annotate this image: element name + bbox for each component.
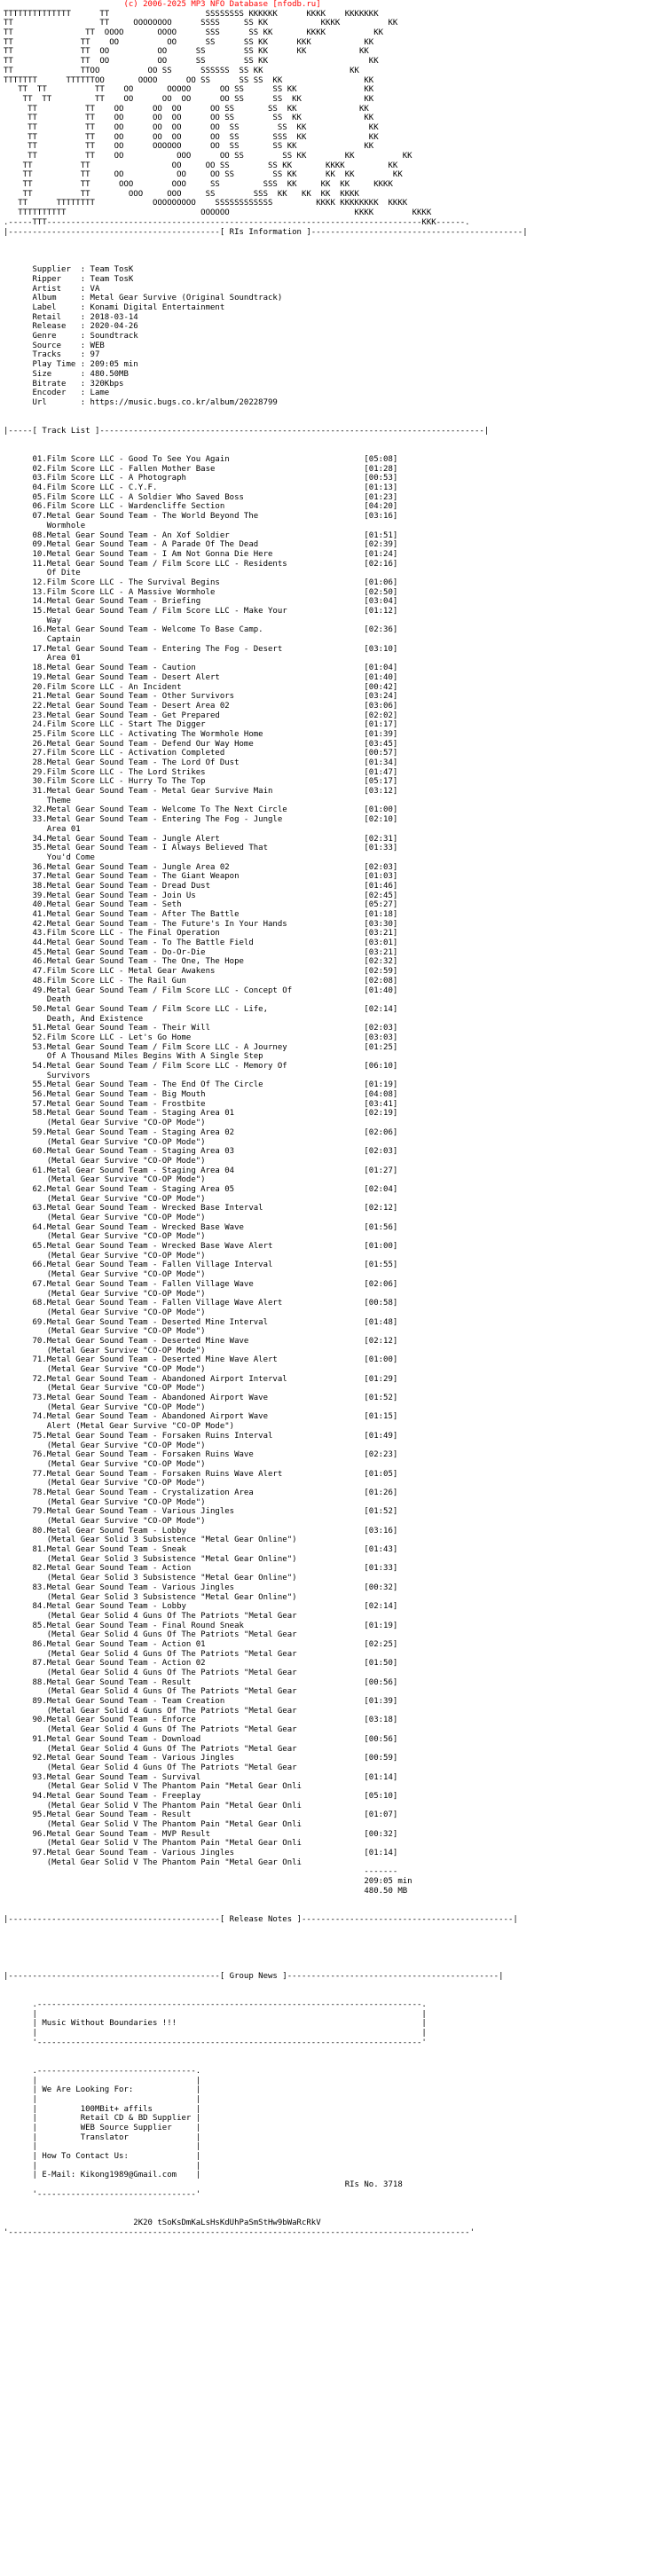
contact-box-line: | Retail CD & BD Supplier | [4,2114,201,2124]
track-list-line: 64.Metal Gear Sound Team - Wrecked Base Wave [01:56] [4,1222,398,1232]
track-list-line: 29.Film Score LLC - The Lord Strikes [01:47] [4,767,398,777]
track-list-line: 91.Metal Gear Sound Team - Download [00:56] [4,1734,398,1744]
track-list-line: 30.Film Score LLC - Hurry To The Top [05:17] [4,777,398,787]
track-list-line: 79.Metal Gear Sound Team - Various Jingles [01:52] [4,1507,398,1517]
track-list-line: 04.Film Score LLC - C.Y.F. [01:13] [4,483,398,493]
track-list-line: 34.Metal Gear Sound Team - Jungle Alert [02:31] [4,834,398,844]
release-info-line: Url : https://music.bugs.co.kr/album/20228799 [4,397,278,407]
release-info-line: Album : Metal Gear Survive (Original Soundtrack) [4,294,283,303]
group-news-box-line: | | [4,2009,427,2019]
contact-box-line: | | [4,2161,201,2171]
track-list-line: (Metal Gear Solid 4 Guns Of The Patriots "Metal Gear [4,1611,297,1621]
track-list-line: (Metal Gear Solid 4 Guns Of The Patriots "Metal Gear [4,1763,297,1772]
track-list-line: 06.Film Score LLC - Wardencliffe Section [04:20] [4,502,398,512]
track-list-line: Wormhole [4,521,86,530]
blank-line [4,1982,660,1991]
blank-line [4,436,660,446]
blank-line [4,1925,660,1935]
track-list-line: (Metal Gear Survive "CO-OP Mode") [4,1175,206,1185]
track-list-line: 76.Metal Gear Sound Team - Forsaken Ruins Wave [02:23] [4,1450,398,1460]
track-list-line: 39.Metal Gear Sound Team - Join Us [02:45] [4,891,398,900]
track-list-line: 03.Film Score LLC - A Photograph [00:53] [4,474,398,483]
track-list-line: You'd Come [4,852,95,862]
track-list-total: ------- [4,1867,398,1877]
blank-line [4,2048,660,2058]
track-list-line: 18.Metal Gear Sound Team - Caution [01:04] [4,664,398,673]
blank-line [4,1934,660,1944]
ascii-logo-line: TT TT OO OO SS SS KK KK KK [4,47,369,57]
blank-line [4,1953,660,1963]
ascii-logo-line: TT TTTTTTTT OOOOOOOOO SSSSSSSSSSSS KKKK KKKKKKKK KKKK [4,199,408,208]
track-list-line: 78.Metal Gear Sound Team - Crystalization Area [01:26] [4,1488,398,1497]
ascii-logo-line: TT TT TT OO OOOOO OO SS SS KK KK [4,85,374,95]
track-list-line: 44.Metal Gear Sound Team - To The Battle Field [03:01] [4,939,398,948]
track-list-line: 24.Film Score LLC - Start The Digger [01:17] [4,720,398,730]
ascii-logo-line: TT TT OOOOOOOO SSSS SS KK KKKK KK [4,19,398,28]
release-info-line: Size : 480.50MB [4,369,129,379]
contact-box-line: | Translator | [4,2132,201,2142]
section-title-release-notes: |--------------------------------------------[ Release Notes ]--------------------------------------------| [4,1914,518,1924]
track-list-line: 81.Metal Gear Sound Team - Sneak [01:43] [4,1545,398,1555]
contact-box-line: | How To Contact Us: | [4,2152,201,2162]
ascii-logo-line: TT TT OO OO OO SS SS KK KK KK KK [4,170,403,180]
track-list-line: 90.Metal Gear Sound Team - Enforce [03:18] [4,1716,398,1725]
track-list-line: 32.Metal Gear Sound Team - Welcome To The Next Circle [01:00] [4,805,398,815]
track-list-line: 19.Metal Gear Sound Team - Desert Alert [01:40] [4,672,398,682]
track-list-line: (Metal Gear Survive "CO-OP Mode") [4,1308,206,1317]
track-list-line: (Metal Gear Solid V The Phantom Pain "Metal Gear Onli [4,1839,302,1849]
track-list-line: 14.Metal Gear Sound Team - Briefing [03:04] [4,597,398,607]
track-list-line: Captain [4,635,81,645]
ascii-logo-line: TT TT OOO OOO SS SSS KK KK KK KKKK [4,180,393,190]
ascii-logo-line: TT TT TT OO OO OO OO SS SS KK KK [4,94,374,104]
track-list-line: 75.Metal Gear Sound Team - Forsaken Ruins Interval [01:49] [4,1431,398,1441]
track-list-line: (Metal Gear Solid 4 Guns Of The Patriots "Metal Gear [4,1630,297,1640]
track-list-line: 85.Metal Gear Sound Team - Final Round Sneak [01:19] [4,1621,398,1630]
track-list-line: 60.Metal Gear Sound Team - Staging Area 03 [02:03] [4,1147,398,1157]
ascii-logo-line: TT TT OO OO OO OO SS SS KK KK [4,114,374,123]
track-list-line: (Metal Gear Solid 3 Subsistence "Metal Gear Online") [4,1554,297,1564]
track-list-line: 89.Metal Gear Sound Team - Team Creation [01:39] [4,1697,398,1707]
track-list-line: Way [4,616,62,625]
release-info-line: Ripper : Team TosK [4,274,134,284]
blank-line [4,1905,660,1915]
blank-line [4,1944,660,1953]
track-list-line: (Metal Gear Solid 4 Guns Of The Patriots "Metal Gear [4,1744,297,1754]
blank-line [4,247,660,256]
track-list-line: 20.Film Score LLC - An Incident [00:42] [4,682,398,692]
track-list-line: 47.Film Score LLC - Metal Gear Awakens [02:59] [4,967,398,977]
track-list-line: (Metal Gear Survive "CO-OP Mode") [4,1384,206,1394]
blank-line [4,2200,660,2210]
contact-box-line: .---------------------------------. [4,2066,201,2076]
blank-line [4,445,660,455]
track-list-line: 43.Film Score LLC - The Final Operation [03:21] [4,929,398,939]
release-info-line: Release : 2020-04-26 [4,322,138,332]
blank-line [4,1991,660,2000]
track-list-line: (Metal Gear Survive "CO-OP Mode") [4,1517,206,1526]
track-list-line: 72.Metal Gear Sound Team - Abandoned Airport Interval [01:29] [4,1374,398,1384]
track-list-line: 37.Metal Gear Sound Team - The Giant Weapon [01:03] [4,872,398,882]
track-list-line: 25.Film Score LLC - Activating The Wormhole Home [01:39] [4,729,398,739]
track-list-line: 84.Metal Gear Sound Team - Lobby [02:14] [4,1602,398,1612]
contact-box-line: '---------------------------------' [4,2189,201,2199]
release-info-line: Encoder : Lame [4,389,110,398]
release-info-line: Label : Konami Digital Entertainment [4,303,225,312]
track-list-line: 97.Metal Gear Sound Team - Various Jingles [01:14] [4,1849,398,1858]
ascii-logo-line: TT TT OO OO SS SS KK KKK KK [4,37,374,47]
ascii-logo-line: TT TT OO OO SS SS KK KKKK KK [4,161,398,170]
ascii-logo-line: TT TT OO OOO OO SS SS KK KK KK [4,152,412,161]
track-list-line: (Metal Gear Survive "CO-OP Mode") [4,1194,206,1204]
ascii-logo-line: TT TT OO OO OO OO SS SS KK KK [4,104,369,114]
section-title-ris-information: |--------------------------------------------[ RIs Information ]--------------------------------------------| [4,227,528,237]
track-list-line: 67.Metal Gear Sound Team - Fallen Village Wave [02:06] [4,1279,398,1289]
track-list-line: Area 01 [4,654,81,664]
blank-line [4,2057,660,2067]
ascii-logo-line: TTTTTTTTTTTTTT TT SSSSSSSS KKKKKK KKKK KKKKKKK [4,9,379,19]
track-list-line: 66.Metal Gear Sound Team - Fallen Village Interval [01:55] [4,1261,398,1270]
blank-line [4,1897,660,1906]
track-list-line: 62.Metal Gear Sound Team - Staging Area 05 [02:04] [4,1184,398,1194]
track-list-line: (Metal Gear Solid 4 Guns Of The Patriots "Metal Gear [4,1725,297,1735]
track-list-total: 480.50 MB [4,1886,408,1896]
track-list-line: (Metal Gear Survive "CO-OP Mode") [4,1270,206,1280]
contact-box-line: | 100MBit+ affils | [4,2104,201,2114]
track-list-line: 16.Metal Gear Sound Team - Welcome To Base Camp. [02:36] [4,625,398,635]
track-list-line: 82.Metal Gear Sound Team - Action [01:33] [4,1564,398,1574]
track-list-line: 71.Metal Gear Sound Team - Deserted Mine Wave Alert [01:00] [4,1355,398,1365]
track-list-line: Of A Thousand Miles Begins With A Single Step [4,1052,263,1062]
ascii-logo-line: TT TT OO OO OO OO SS SSS KK KK [4,132,379,142]
blank-line [4,417,660,427]
frame-top-border: .-----TTT------------------------------------------------------------------------------KKK------. [4,217,470,227]
track-list-line: 27.Film Score LLC - Activation Completed [00:57] [4,749,398,758]
ascii-logo-line: TT TTOO OO SS SSSSSS SS KK KK [4,66,359,75]
track-list-line: Area 01 [4,824,81,834]
track-list-line: Death [4,995,71,1005]
track-list-line: Of Dite [4,569,81,578]
group-news-box-line: | Music Without Boundaries !!! | [4,2019,427,2029]
track-list-line: 31.Metal Gear Sound Team - Metal Gear Survive Main [03:12] [4,787,398,797]
ascii-logo-line: TT TT OOOO OOOO SSS SS KK KKKK KK [4,28,384,38]
track-list-line: 87.Metal Gear Sound Team - Action 02 [01:50] [4,1659,398,1669]
track-list-line: (Metal Gear Survive "CO-OP Mode") [4,1119,206,1128]
track-list-line: 07.Metal Gear Sound Team - The World Beyond The [03:16] [4,512,398,522]
track-list-line: 59.Metal Gear Sound Team - Staging Area 02 [02:06] [4,1127,398,1137]
track-list-line: 58.Metal Gear Sound Team - Staging Area 01 [02:19] [4,1109,398,1119]
track-list-line: 08.Metal Gear Sound Team - An Xof Soldier [01:51] [4,530,398,540]
track-list-line: (Metal Gear Survive "CO-OP Mode") [4,1156,206,1166]
track-list-line: (Metal Gear Survive "CO-OP Mode") [4,1346,206,1355]
section-title-track-list: |-----[ Track List ]--------------------------------------------------------------------------------| [4,426,490,436]
track-list-line: (Metal Gear Survive "CO-OP Mode") [4,1365,206,1374]
track-list-line: 94.Metal Gear Sound Team - Freeplay [05:10] [4,1791,398,1801]
release-info-line: Genre : Soundtrack [4,332,138,342]
track-list-line: 35.Metal Gear Sound Team - I Always Believed That [01:33] [4,844,398,853]
track-list-line: 15.Metal Gear Sound Team / Film Score LLC - Make Your [01:12] [4,607,398,616]
track-list-line: 96.Metal Gear Sound Team - MVP Result [00:32] [4,1829,398,1839]
contact-box-line: | E-Mail: Kikong1989@Gmail.com | [4,2171,201,2180]
release-info-line: Artist : VA [4,284,100,294]
track-list-line: 17.Metal Gear Sound Team - Entering The Fog - Desert [03:10] [4,644,398,654]
track-list-line: (Metal Gear Solid V The Phantom Pain "Metal Gear Onli [4,1801,302,1810]
track-list-line: (Metal Gear Solid 3 Subsistence "Metal Gear Online") [4,1535,297,1545]
track-list-line: 51.Metal Gear Sound Team - Their Will [02:03] [4,1024,398,1033]
track-list-line: 52.Film Score LLC - Let's Go Home [03:03] [4,1033,398,1042]
blank-line [4,1962,660,1972]
track-list-line: 42.Metal Gear Sound Team - The Future's In Your Hands [03:30] [4,919,398,929]
group-news-box-line: '--------------------------------------------------------------------------------' [4,2038,427,2047]
ris-number: RIs No. 3718 [4,2180,403,2190]
track-list-line: Theme [4,796,71,805]
contact-box-line: | WEB Source Supplier | [4,2124,201,2132]
ascii-logo-line: TT TT OO OOOOOO OO SS SS KK KK [4,142,374,152]
track-list-line: 83.Metal Gear Sound Team - Various Jingles [00:32] [4,1583,398,1592]
track-list-line: 74.Metal Gear Sound Team - Abandoned Airport Wave [01:15] [4,1412,398,1422]
section-title-group-news: |--------------------------------------------[ Group News ]--------------------------------------------| [4,1972,504,1981]
track-list-line: (Metal Gear Survive "CO-OP Mode") [4,1441,206,1450]
group-news-box-line: .--------------------------------------------------------------------------------. [4,2000,427,2010]
track-list-line: (Metal Gear Solid V The Phantom Pain "Metal Gear Onli [4,1820,302,1829]
contact-box-line: | | [4,2142,201,2152]
track-list-line: 95.Metal Gear Sound Team - Result [01:07] [4,1810,398,1820]
track-list-line: 12.Film Score LLC - The Survival Begins [01:06] [4,577,398,587]
contact-box-line: | We Are Looking For: | [4,2085,201,2095]
track-list-line: 92.Metal Gear Sound Team - Various Jingles [00:59] [4,1754,398,1763]
track-list-line: 23.Metal Gear Sound Team - Get Prepared [02:02] [4,711,398,720]
track-list-line: 11.Metal Gear Sound Team / Film Score LLC - Residents [02:16] [4,559,398,569]
track-list-line: Alert (Metal Gear Survive "CO-OP Mode") [4,1422,235,1432]
track-list-line: 22.Metal Gear Sound Team - Desert Area 02 [03:06] [4,701,398,711]
ascii-logo-line: TT TT OO OO SS SS KK KK [4,57,379,67]
track-list-line: (Metal Gear Survive "CO-OP Mode") [4,1459,206,1469]
blank-line [4,2209,660,2219]
frame-bottom-border: '------------------------------------------------------------------------------------------------' [4,2227,475,2237]
track-list-line: 38.Metal Gear Sound Team - Dread Dust [01:46] [4,881,398,891]
track-list-line: 40.Metal Gear Sound Team - Seth [05:27] [4,900,398,910]
track-list-line: 88.Metal Gear Sound Team - Result [00:56] [4,1677,398,1687]
ascii-logo-line: TT TT OOO OOO SS SSS KK KK KK KKKK [4,189,359,199]
track-list-line: 09.Metal Gear Sound Team - A Parade Of The Dead [02:39] [4,540,398,550]
track-list-line: 56.Metal Gear Sound Team - Big Mouth [04:08] [4,1090,398,1100]
track-list-line: 28.Metal Gear Sound Team - The Lord Of Dust [01:34] [4,758,398,767]
track-list-line: 26.Metal Gear Sound Team - Defend Our Way Home [03:45] [4,739,398,749]
track-list-line: 54.Metal Gear Sound Team / Film Score LLC - Memory Of [06:10] [4,1062,398,1071]
track-list-line: 69.Metal Gear Sound Team - Deserted Mine Interval [01:48] [4,1317,398,1327]
release-info-line: Retail : 2018-03-14 [4,312,138,322]
ascii-logo-line: TT TT OO OO OO OO SS SS KK KK [4,122,379,132]
contact-box-line: | | [4,2076,201,2085]
track-list-line: 02.Film Score LLC - Fallen Mother Base [01:28] [4,464,398,474]
track-list-line: (Metal Gear Survive "CO-OP Mode") [4,1137,206,1147]
track-list-line: (Metal Gear Survive "CO-OP Mode") [4,1289,206,1299]
track-list-line: 45.Metal Gear Sound Team - Do-Or-Die [03:21] [4,947,398,957]
track-list-line: 57.Metal Gear Sound Team - Frostbite [03:41] [4,1099,398,1109]
track-list-line: (Metal Gear Solid 4 Guns Of The Patriots "Metal Gear [4,1649,297,1659]
track-list-line: (Metal Gear Survive "CO-OP Mode") [4,1213,206,1222]
track-list-line: 77.Metal Gear Sound Team - Forsaken Ruins Wave Alert [01:05] [4,1469,398,1479]
track-list-line: 01.Film Score LLC - Good To See You Again [05:08] [4,455,398,464]
release-info-line: Bitrate : 320Kbps [4,379,124,389]
track-list-line: 70.Metal Gear Sound Team - Deserted Mine Wave [02:12] [4,1336,398,1346]
track-list-line: 61.Metal Gear Sound Team - Staging Area 04 [01:27] [4,1166,398,1175]
footer-signature: 2K20 tSoKsDmKaLsHsKdUhPaSmStHw9bWaRcRkV [4,2218,321,2227]
track-list-line: 80.Metal Gear Sound Team - Lobby [03:16] [4,1526,398,1535]
track-list-line: (Metal Gear Solid V The Phantom Pain "Metal Gear Onli [4,1857,302,1867]
track-list-line: (Metal Gear Solid 4 Guns Of The Patriots "Metal Gear [4,1669,297,1677]
track-list-line: 93.Metal Gear Sound Team - Survival [01:14] [4,1772,398,1782]
track-list-line: (Metal Gear Survive "CO-OP Mode") [4,1479,206,1488]
track-list-line: 68.Metal Gear Sound Team - Fallen Village Wave Alert [00:58] [4,1299,398,1308]
track-list-line: 13.Film Score LLC - A Massive Wormhole [02:50] [4,587,398,597]
track-list-line: 55.Metal Gear Sound Team - The End Of The Circle [01:19] [4,1080,398,1090]
track-list-line: (Metal Gear Solid 3 Subsistence "Metal Gear Online") [4,1574,297,1583]
track-list-line: 46.Metal Gear Sound Team - The One, The Hope [02:32] [4,957,398,967]
track-list-line: 65.Metal Gear Sound Team - Wrecked Base Wave Alert [01:00] [4,1242,398,1252]
ascii-logo-line: TTTTTTTTTT OOOOOO KKKK KKKK [4,208,432,218]
nfo-database-header: (c) 2006-2025 MP3 NFO Database [nfodb.ru] [4,0,321,9]
track-list-line: 49.Metal Gear Sound Team / Film Score LLC - Concept Of [01:40] [4,986,398,995]
track-list-line: (Metal Gear Survive "CO-OP Mode") [4,1402,206,1412]
blank-line [4,256,660,266]
ascii-logo-line: TTTTTTT TTTTTTOO OOOO OO SS SS SS KK KK [4,75,374,85]
track-list-line: 10.Metal Gear Sound Team - I Am Not Gonna Die Here [01:24] [4,549,398,559]
track-list-line: (Metal Gear Solid 4 Guns Of The Patriots "Metal Gear [4,1687,297,1697]
track-list-total: 209:05 min [4,1877,412,1887]
track-list-line: 36.Metal Gear Sound Team - Jungle Area 02 [02:03] [4,862,398,872]
track-list-line: Death, And Existence [4,1014,144,1024]
track-list-line: (Metal Gear Solid 4 Guns Of The Patriots "Metal Gear [4,1706,297,1716]
track-list-line: (Metal Gear Survive "CO-OP Mode") [4,1232,206,1242]
track-list-line: 63.Metal Gear Sound Team - Wrecked Base Interval [02:12] [4,1204,398,1213]
track-list-line: 53.Metal Gear Sound Team / Film Score LLC - A Journey [01:25] [4,1042,398,1052]
release-info-line: Play Time : 209:05 min [4,360,138,370]
track-list-line: 33.Metal Gear Sound Team - Entering The Fog - Jungle [02:10] [4,815,398,825]
track-list-line: 50.Metal Gear Sound Team / Film Score LLC - Life, [02:14] [4,1004,398,1014]
release-info-line: Supplier : Team TosK [4,265,134,275]
track-list-line: 86.Metal Gear Sound Team - Action 01 [02:25] [4,1639,398,1649]
track-list-line: Survivors [4,1071,90,1080]
blank-line [4,408,660,418]
track-list-line: (Metal Gear Survive "CO-OP Mode") [4,1497,206,1507]
release-info-line: Source : WEB [4,341,105,350]
track-list-line: 73.Metal Gear Sound Team - Abandoned Airport Wave [01:52] [4,1394,398,1403]
group-news-box-line: | | [4,2029,427,2038]
track-list-line: 05.Film Score LLC - A Soldier Who Saved Boss [01:23] [4,492,398,502]
track-list-line: (Metal Gear Survive "CO-OP Mode") [4,1251,206,1261]
release-info-line: Tracks : 97 [4,350,100,360]
track-list-line: 21.Metal Gear Sound Team - Other Survivors [03:24] [4,692,398,702]
blank-line [4,237,660,247]
track-list-line: (Metal Gear Survive "CO-OP Mode") [4,1327,206,1337]
track-list-line: 48.Film Score LLC - The Rail Gun [02:08] [4,976,398,986]
track-list-line: (Metal Gear Solid 3 Subsistence "Metal Gear Online") [4,1592,297,1602]
contact-box-line: | | [4,2094,201,2104]
track-list-line: 41.Metal Gear Sound Team - After The Battle [01:18] [4,910,398,919]
track-list-line: (Metal Gear Solid V The Phantom Pain "Metal Gear Onli [4,1782,302,1792]
